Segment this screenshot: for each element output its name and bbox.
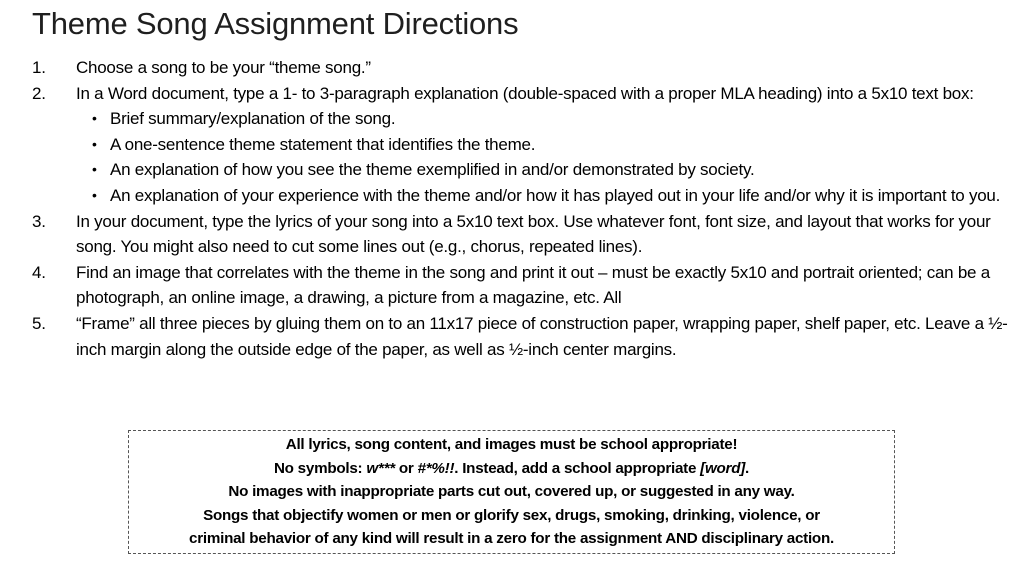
bullet-text: An explanation of your experience with the theme and/or how it has played out in your life and/or why it is important to you. (110, 185, 1001, 205)
step-5 (32, 311, 1017, 362)
notice-line-3: No images with inappropriate parts cut out, covered up, or suggested in any way. (228, 483, 795, 501)
word-placeholder: [word] (700, 459, 746, 477)
step-2 (32, 81, 1017, 209)
bullet-text: Brief summary/explanation of the song. (110, 109, 396, 129)
step-number: 5. (32, 313, 46, 333)
step-text: In your document, type the lyrics of your song into a 5x10 text box. Use whatever font, font size, and layout that works for your song. You might also need to cut some lines out (e.g., chorus, repeated lines). (76, 211, 991, 257)
bullet-item (76, 106, 1017, 132)
step-text: Choose a song to be your “theme song.” (76, 58, 371, 77)
bullet-icon: • (92, 135, 97, 152)
notice-text: . (745, 459, 750, 477)
step-number: 2. (32, 83, 46, 103)
step-2-bullets (76, 106, 1017, 208)
bullet-text: A one-sentence theme statement that identifies the theme. (110, 134, 536, 154)
bullet-item (76, 157, 1017, 183)
notice-line-1: All lyrics, song content, and images must be school appropriate! (285, 436, 738, 454)
step-text: “Frame” all three pieces by gluing them on to an 11x17 piece of construction paper, wrapping paper, shelf paper, etc. Leave a ½-inch margin along the outside edge of the paper, as well as ½-inch center margins. (76, 313, 1008, 359)
bullet-icon: • (92, 110, 97, 127)
notice-text: or (394, 459, 418, 477)
bullet-text: An explanation of how you see the theme exemplified in and/or demonstrated by society. (110, 160, 755, 180)
symbol-example: w*** (366, 459, 395, 477)
bullet-icon: • (92, 161, 97, 178)
notice-line-4: Songs that objectify women or men or glorify sex, drugs, smoking, drinking, violence, or (203, 506, 820, 524)
appropriateness-notice-box (128, 430, 895, 554)
step-number: 4. (32, 262, 46, 282)
notice-line-2 (274, 457, 749, 481)
bullet-item (76, 132, 1017, 158)
bullet-item (76, 183, 1017, 209)
step-text: Find an image that correlates with the theme in the song and print it out – must be exactly 5x10 and portrait oriented; can be a photograph, an online image, a drawing, a picture from a magazine, etc. All (76, 262, 990, 308)
notice-text: No symbols: (273, 459, 367, 477)
step-4 (32, 260, 1017, 311)
notice-text: . Instead, add a school appropriate (454, 459, 701, 477)
step-number: 1. (32, 58, 46, 77)
bullet-icon: • (92, 186, 97, 203)
symbol-example: #*%!! (417, 459, 455, 477)
step-3 (32, 209, 1017, 260)
step-text: In a Word document, type a 1- to 3-paragraph explanation (double-spaced with a proper MLA heading) into a 5x10 text box: (76, 83, 974, 103)
step-number: 3. (32, 211, 46, 231)
page-title: Theme Song Assignment Directions (32, 6, 519, 41)
directions-list (32, 55, 1017, 362)
notice-line-5: criminal behavior of any kind will result in a zero for the assignment AND disciplinary action. (189, 530, 834, 548)
step-1 (32, 55, 1017, 81)
